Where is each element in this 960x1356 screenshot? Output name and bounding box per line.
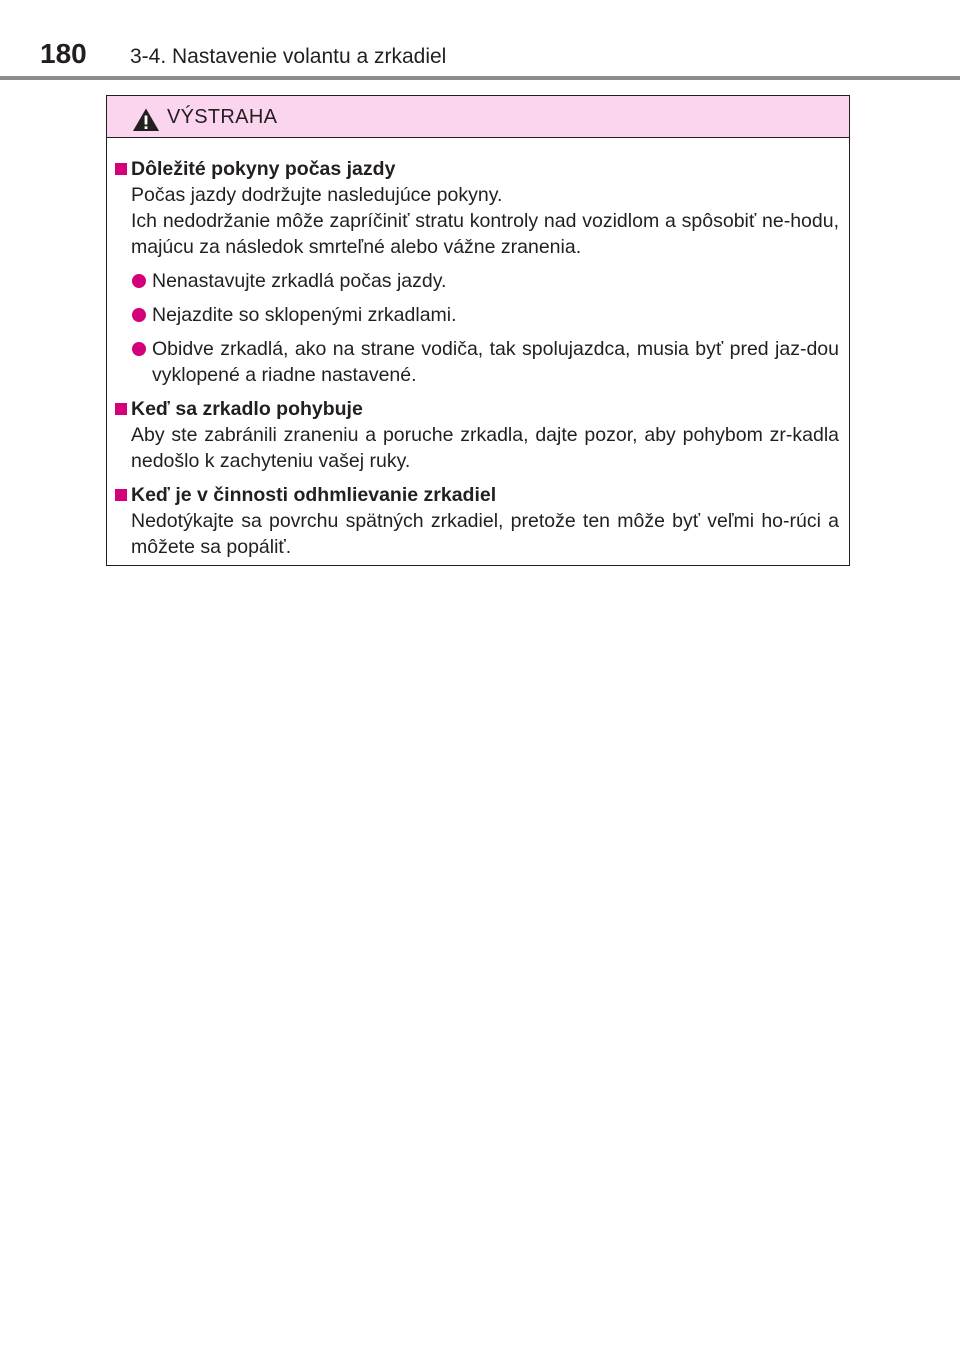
section-heading-text: Keď sa zrkadlo pohybuje: [131, 398, 363, 420]
round-bullet-icon: [132, 342, 146, 356]
section-heading: [115, 482, 839, 508]
list-item-text: Nejazdite so sklopenými zrkadlami.: [152, 304, 457, 326]
header-rule: [0, 76, 960, 80]
warning-box: [106, 95, 850, 566]
paragraph: Počas jazdy dodržujte nasledujúce pokyny.: [131, 184, 503, 206]
paragraph: Aby ste zabránili zraneniu a poruche zrkadla, dajte pozor, aby pohybom zr-kadla nedošlo k zachyteniu vašej ruky.: [131, 424, 839, 472]
round-bullet-icon: [132, 274, 146, 288]
section-title: 3-4. Nastavenie volantu a zrkadiel: [130, 45, 447, 68]
square-bullet-icon: [115, 489, 127, 501]
paragraph: Nedotýkajte sa povrchu spätných zrkadiel, pretože ten môže byť veľmi ho-rúci a môžete sa popáliť.: [131, 510, 839, 558]
paragraph: Ich nedodržanie môže zapríčiniť stratu kontroly nad vozidlom a spôsobiť ne-hodu, majúcu za následok smrteľné alebo vážne zranenia.: [131, 210, 839, 258]
list-item: [115, 336, 839, 388]
warning-title: VÝSTRAHA: [167, 106, 278, 128]
warning-body: [107, 138, 849, 560]
page-header: [0, 0, 960, 80]
section-heading-text: Dôležité pokyny počas jazdy: [131, 158, 396, 180]
square-bullet-icon: [115, 403, 127, 415]
warning-triangle-icon: [132, 107, 160, 132]
list-item-text: Nenastavujte zrkadlá počas jazdy.: [152, 270, 447, 292]
page-number: 180: [40, 38, 87, 69]
warning-header: [107, 96, 849, 138]
list-item: [115, 302, 839, 328]
section-heading: [115, 396, 839, 422]
section-heading: [115, 156, 839, 182]
square-bullet-icon: [115, 163, 127, 175]
section-heading-text: Keď je v činnosti odhmlievanie zrkadiel: [131, 484, 497, 506]
list-item-text: Obidve zrkadlá, ako na strane vodiča, tak spolujazdca, musia byť pred jaz-dou vyklopené a riadne nastavené.: [152, 338, 839, 386]
list-item: [115, 268, 839, 294]
round-bullet-icon: [132, 308, 146, 322]
